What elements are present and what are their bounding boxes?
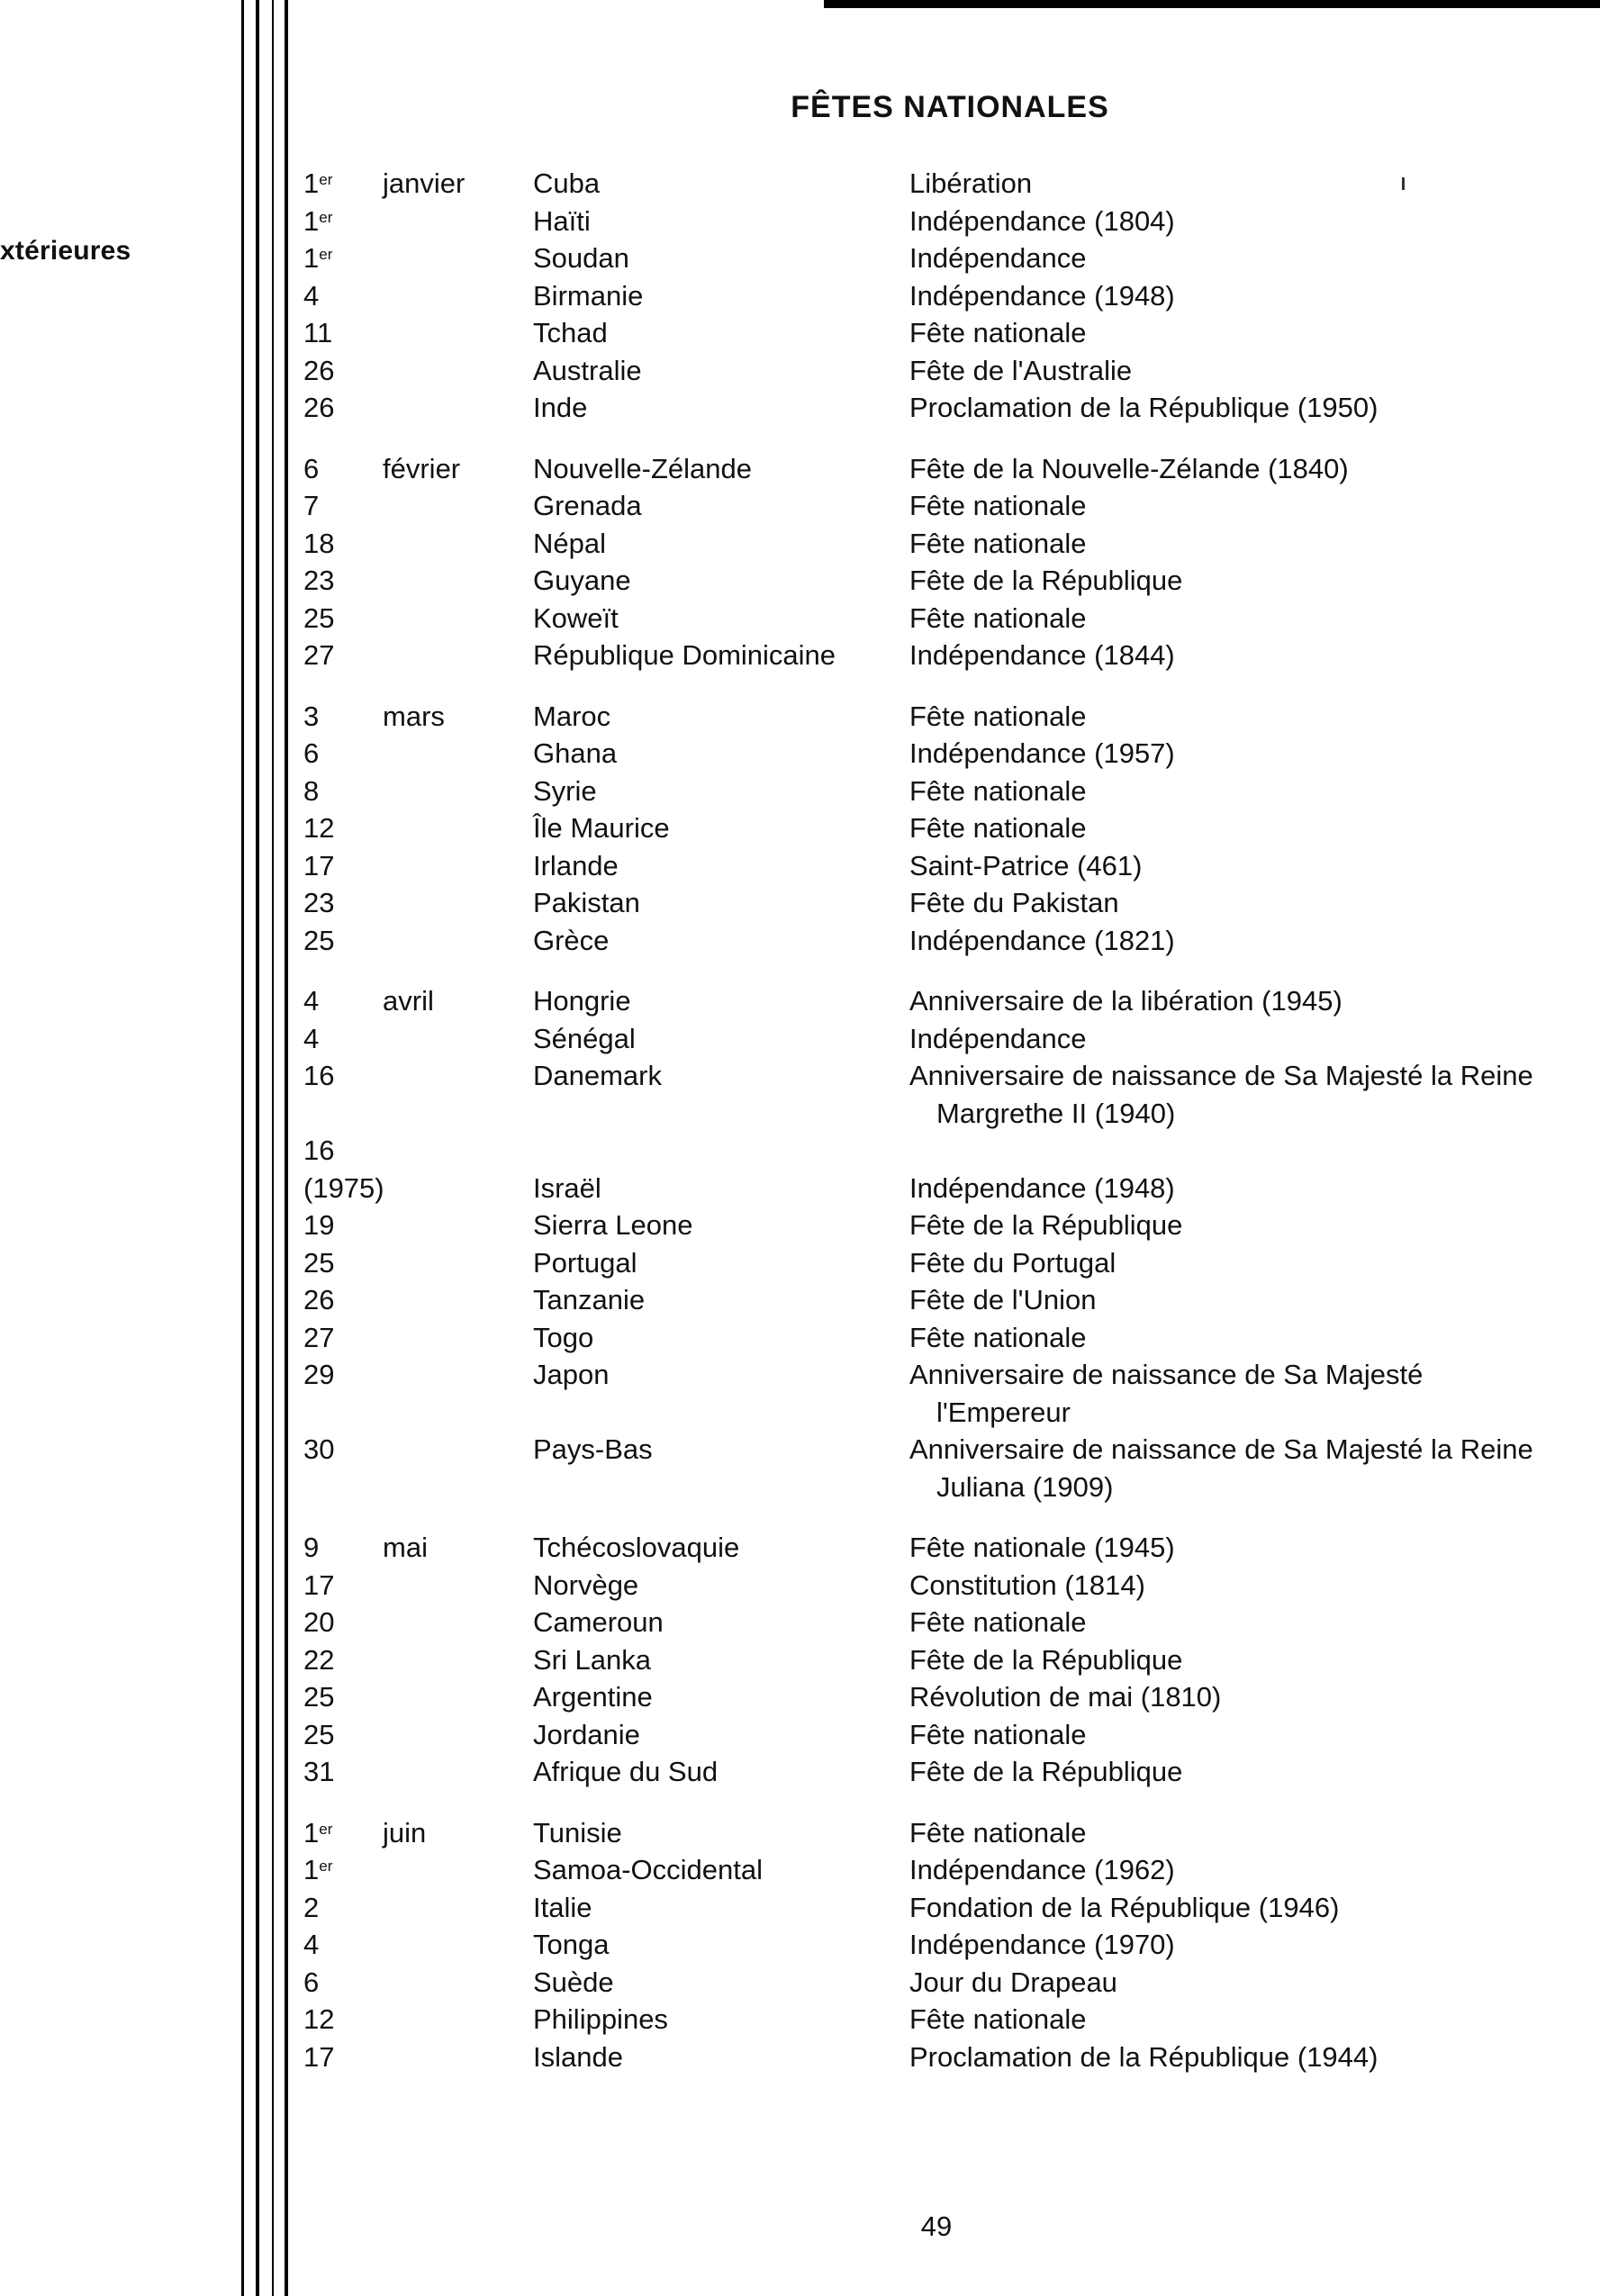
day-cell: 1er <box>303 204 333 237</box>
day-cell: 25 <box>303 924 335 956</box>
country-cell: Birmanie <box>533 279 644 312</box>
table-row <box>0 1057 1600 1095</box>
event-cell: Fête du Portugal <box>909 1246 1116 1279</box>
table-row <box>0 203 1600 240</box>
table-row <box>0 600 1600 637</box>
table-row <box>0 562 1600 600</box>
day-cell: 16 <box>303 1134 335 1166</box>
table-row <box>0 277 1600 315</box>
month-cell: février <box>383 452 461 484</box>
day-cell: 1er <box>303 242 333 274</box>
day-cell: 1er <box>303 1854 333 1885</box>
day-cell: 4 <box>303 1022 320 1054</box>
country-cell: Cameroun <box>533 1606 664 1638</box>
day-cell: 6 <box>303 737 320 769</box>
day-cell: 25 <box>303 1718 335 1750</box>
table-row <box>0 1281 1600 1319</box>
country-cell: Pays-Bas <box>533 1433 653 1465</box>
top-edge-rule <box>824 0 1600 8</box>
table-row <box>0 1020 1600 1058</box>
table-row <box>0 487 1600 525</box>
country-cell: Portugal <box>533 1246 637 1279</box>
day-cell: 8 <box>303 774 320 807</box>
event-cell: Indépendance (1957) <box>909 737 1175 769</box>
table-row <box>0 1753 1600 1791</box>
country-cell: Île Maurice <box>533 812 670 844</box>
table-row <box>0 1964 1600 2002</box>
country-cell: Irlande <box>533 849 619 881</box>
month-cell: avril <box>383 985 434 1017</box>
day-cell: 1er <box>303 167 333 199</box>
table-row <box>0 847 1600 885</box>
country-cell: Tonga <box>533 1929 610 1960</box>
event-cell: Indépendance (1948) <box>909 1171 1175 1204</box>
event-cell: Saint-Patrice (461) <box>909 849 1143 881</box>
table-row <box>0 1529 1600 1567</box>
event-cell: Fête nationale (1945) <box>909 1532 1175 1563</box>
event-cell: Constitution (1814) <box>909 1568 1145 1601</box>
day-cell: 4 <box>303 279 320 312</box>
country-cell: Grèce <box>533 924 610 956</box>
table-row <box>0 773 1600 810</box>
day-cell: 27 <box>303 639 335 671</box>
table-row <box>0 637 1600 674</box>
ordinal-suffix: er <box>319 1858 333 1875</box>
event-cell: Fête du Pakistan <box>909 887 1119 918</box>
day-cell: 20 <box>303 1606 335 1638</box>
event-cell: Fête nationale <box>909 812 1087 844</box>
table-row <box>0 1814 1600 1852</box>
day-cell: 19 <box>303 1209 335 1241</box>
table-row <box>0 1356 1600 1394</box>
country-cell: Syrie <box>533 774 597 807</box>
event-cell: Fête nationale <box>909 527 1087 559</box>
table-row <box>0 2001 1600 2038</box>
country-cell: Sénégal <box>533 1022 636 1054</box>
day-cell: 25 <box>303 601 335 634</box>
event-cell: Fête de l'Australie <box>909 354 1133 386</box>
event-continuation: Juliana (1909) <box>936 1470 1114 1503</box>
event-cell: Fête nationale <box>909 490 1087 521</box>
country-cell: Tchécoslovaquie <box>533 1532 740 1563</box>
event-cell: Proclamation de la République (1944) <box>909 2040 1379 2073</box>
table-row <box>0 352 1600 390</box>
event-cell: Fête de la République <box>909 1643 1183 1676</box>
table-row <box>0 1851 1600 1889</box>
day-cell: 18 <box>303 527 335 559</box>
event-cell: Anniversaire de naissance de Sa Majesté la Reine <box>909 1060 1533 1091</box>
event-cell: Fête nationale <box>909 1321 1087 1353</box>
table-row <box>0 314 1600 352</box>
day-cell: 6 <box>303 452 320 484</box>
country-cell: Philippines <box>533 2003 668 2035</box>
page-title: FÊTES NATIONALES <box>791 90 1109 124</box>
table-row <box>0 1641 1600 1679</box>
country-cell: Italie <box>533 1891 592 1923</box>
day-cell: 17 <box>303 2040 335 2073</box>
month-cell: juin <box>383 1816 427 1849</box>
day-cell: 12 <box>303 2003 335 2035</box>
table-row <box>0 165 1600 203</box>
table-row <box>0 2038 1600 2076</box>
day-cell: 26 <box>303 354 335 386</box>
country-cell: Cuba <box>533 167 601 199</box>
ordinal-suffix: er <box>319 208 333 226</box>
country-cell: Australie <box>533 354 642 386</box>
event-cell: Fête nationale <box>909 700 1087 732</box>
table-row <box>0 735 1600 773</box>
table-row <box>0 525 1600 563</box>
table-row <box>0 1207 1600 1244</box>
day-cell: 27 <box>303 1321 335 1353</box>
event-cell: Fête nationale <box>909 2003 1087 2035</box>
event-cell: Fête de l'Union <box>909 1284 1097 1315</box>
table-row <box>0 1170 1600 1207</box>
table-row <box>0 1567 1600 1604</box>
day-cell: 4 <box>303 1929 320 1960</box>
event-continuation: Margrethe II (1940) <box>936 1097 1176 1129</box>
country-cell: Afrique du Sud <box>533 1756 719 1787</box>
event-cell: Fondation de la République (1946) <box>909 1891 1340 1923</box>
country-cell: Israël <box>533 1171 601 1204</box>
event-continuation: l'Empereur <box>936 1396 1071 1428</box>
country-cell: Haïti <box>533 204 591 237</box>
country-cell: Guyane <box>533 565 631 596</box>
day-cell: 6 <box>303 1966 320 1998</box>
table-row <box>0 809 1600 847</box>
country-cell: Islande <box>533 2040 623 2073</box>
day-cell: 26 <box>303 1284 335 1315</box>
country-cell: Tanzanie <box>533 1284 646 1315</box>
event-cell: Libération <box>909 167 1033 199</box>
table-row <box>0 450 1600 488</box>
country-cell: Danemark <box>533 1060 662 1091</box>
table-row <box>0 1431 1600 1469</box>
country-cell: Hongrie <box>533 985 631 1017</box>
country-cell: Sri Lanka <box>533 1643 651 1676</box>
country-cell: Togo <box>533 1321 594 1353</box>
table-row <box>0 1926 1600 1964</box>
ordinal-suffix: er <box>319 246 333 263</box>
country-cell: Koweït <box>533 601 619 634</box>
country-cell: Samoa-Occidental <box>533 1854 764 1885</box>
event-cell: Indépendance (1844) <box>909 639 1175 671</box>
event-cell: Fête nationale <box>909 317 1087 348</box>
country-cell: Pakistan <box>533 887 640 918</box>
day-cell: 22 <box>303 1643 335 1676</box>
event-cell: Fête de la République <box>909 1756 1183 1787</box>
event-cell: Proclamation de la République (1950) <box>909 392 1379 423</box>
day-cell: 11 <box>303 317 333 348</box>
table-row <box>0 982 1600 1020</box>
day-cell: 26 <box>303 392 335 423</box>
day-cell: 7 <box>303 490 320 521</box>
event-cell: Fête nationale <box>909 1606 1087 1638</box>
country-cell: République Dominicaine <box>533 639 836 671</box>
country-cell: Ghana <box>533 737 618 769</box>
event-cell: Anniversaire de naissance de Sa Majesté <box>909 1359 1424 1390</box>
country-cell: Nouvelle-Zélande <box>533 452 752 484</box>
month-cell: janvier <box>383 167 466 199</box>
country-cell: Suède <box>533 1966 614 1998</box>
event-cell: Indépendance <box>909 1022 1087 1054</box>
margin-text-fragment: xtérieures <box>0 236 131 266</box>
ordinal-suffix: er <box>319 171 333 188</box>
day-cell: 23 <box>303 887 335 918</box>
day-cell: 16 <box>303 1060 335 1091</box>
country-cell: Norvège <box>533 1568 639 1601</box>
table-row <box>0 1244 1600 1282</box>
event-cell: Révolution de mai (1810) <box>909 1681 1222 1713</box>
day-cell: 17 <box>303 849 335 881</box>
event-cell: Indépendance <box>909 242 1087 274</box>
table-row <box>0 1678 1600 1716</box>
table-row <box>0 1604 1600 1641</box>
table-row <box>0 389 1600 427</box>
event-cell: Indépendance (1948) <box>909 279 1175 312</box>
event-cell: Indépendance (1970) <box>909 1929 1175 1960</box>
event-cell: Fête nationale <box>909 1718 1087 1750</box>
event-cell: Jour du Drapeau <box>909 1966 1117 1998</box>
event-cell: Fête nationale <box>909 1816 1087 1849</box>
day-cell: 31 <box>303 1756 335 1787</box>
page-number: 49 <box>920 2210 953 2242</box>
day-cell: 23 <box>303 565 335 596</box>
country-cell: Argentine <box>533 1681 653 1713</box>
table-row <box>0 1319 1600 1357</box>
event-cell: Fête de la République <box>909 1209 1183 1241</box>
event-cell: Fête nationale <box>909 601 1087 634</box>
day-cell: 30 <box>303 1433 335 1465</box>
table-row <box>0 240 1600 277</box>
country-cell: Inde <box>533 392 588 423</box>
table-row <box>0 698 1600 736</box>
country-cell: Grenada <box>533 490 642 521</box>
event-cell: Indépendance (1804) <box>909 204 1175 237</box>
day-cell: 17 <box>303 1568 335 1601</box>
country-cell: Népal <box>533 527 606 559</box>
country-cell: Tunisie <box>533 1816 622 1849</box>
day-cell: 25 <box>303 1246 335 1279</box>
table-row <box>0 922 1600 960</box>
day-cell: 4 <box>303 985 320 1017</box>
country-cell: Japon <box>533 1359 610 1390</box>
country-cell: Jordanie <box>533 1718 640 1750</box>
day-cell: (1975) <box>303 1171 384 1204</box>
day-cell: 29 <box>303 1359 335 1390</box>
day-cell: 12 <box>303 812 335 844</box>
event-cell: Indépendance (1821) <box>909 924 1175 956</box>
event-cell: Fête de la République <box>909 565 1183 596</box>
day-cell: 3 <box>303 700 320 732</box>
day-cell: 9 <box>303 1532 320 1563</box>
event-cell: Anniversaire de la libération (1945) <box>909 985 1342 1017</box>
month-cell: mai <box>383 1532 428 1563</box>
ordinal-suffix: er <box>319 1820 333 1838</box>
event-cell: Fête nationale <box>909 774 1087 807</box>
day-cell: 1er <box>303 1816 333 1849</box>
country-cell: Tchad <box>533 317 608 348</box>
day-cell: 2 <box>303 1891 320 1923</box>
day-cell: 25 <box>303 1681 335 1713</box>
country-cell: Sierra Leone <box>533 1209 693 1241</box>
table-row <box>0 1132 1600 1170</box>
table-row <box>0 1889 1600 1927</box>
country-cell: Maroc <box>533 700 611 732</box>
table-row <box>0 1716 1600 1754</box>
event-cell: Fête de la Nouvelle-Zélande (1840) <box>909 452 1349 484</box>
event-cell: Indépendance (1962) <box>909 1854 1175 1885</box>
event-cell: Anniversaire de naissance de Sa Majesté la Reine <box>909 1433 1533 1465</box>
month-cell: mars <box>383 700 445 732</box>
table-row <box>0 884 1600 922</box>
country-cell: Soudan <box>533 242 629 274</box>
